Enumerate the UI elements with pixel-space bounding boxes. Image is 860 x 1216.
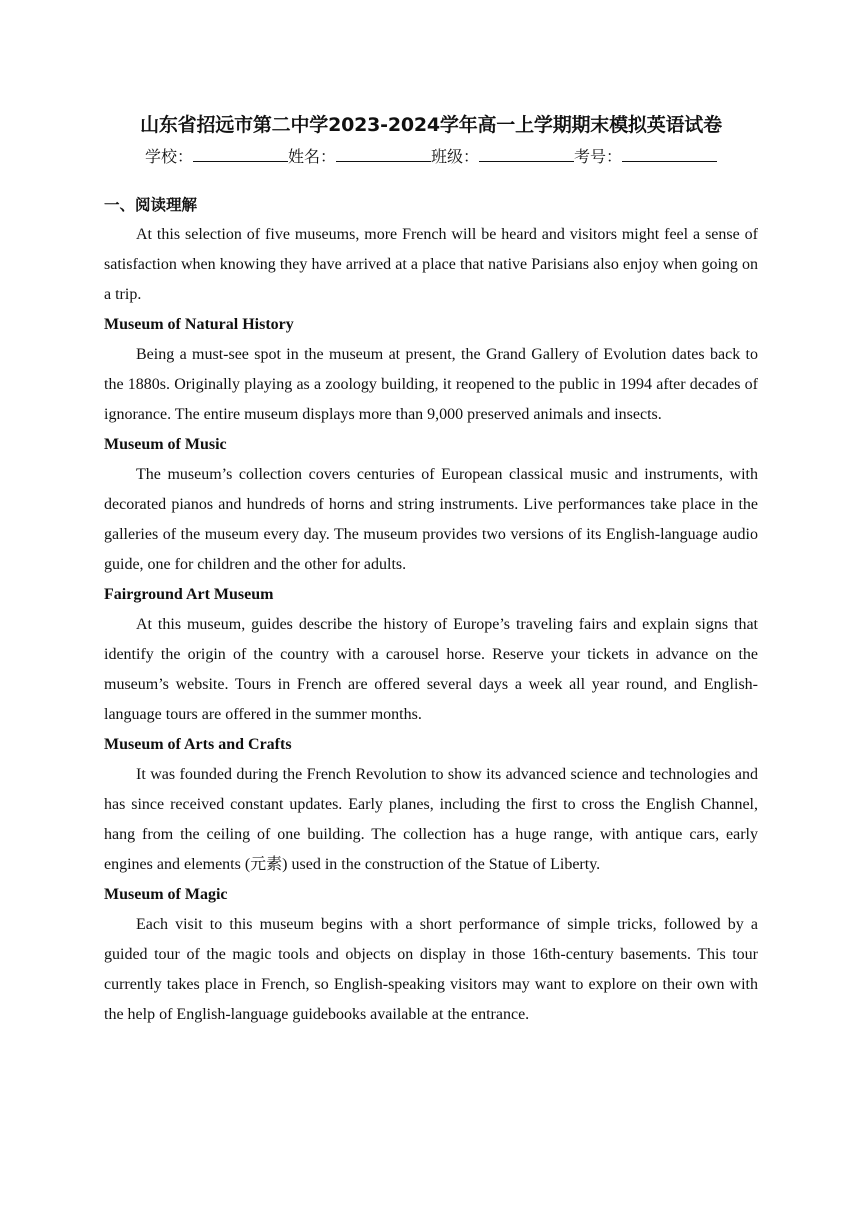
student-info-line: [104, 142, 758, 172]
museum-heading-music: Museum of Music: [104, 436, 227, 453]
passage-intro: At this selection of five museums, more French will be heard and visitors might feel a sense of satisfaction when knowing they have arrived at a place that native Parisians also enjoy when going on a trip.: [104, 226, 758, 303]
museum-text-magic: Each visit to this museum begins with a short performance of simple tricks, followed by a guided tour of the magic tools and objects on display in those 16th-century basements. This tour currently takes place in French, so English-speaking visitors may want to explore on their own with the help of English-language guidebooks available at the entrance.: [104, 916, 758, 1023]
exam-number-label: 考号：: [574, 147, 623, 166]
name-blank[interactable]: [336, 147, 431, 162]
school-label: 学校：: [144, 147, 193, 166]
exam-page: [104, 108, 758, 1030]
exam-number-blank[interactable]: [622, 147, 717, 162]
school-blank[interactable]: [193, 147, 288, 162]
section-title: 一、阅读理解: [104, 196, 198, 214]
museum-heading-magic: Museum of Magic: [104, 886, 228, 903]
museum-heading-fairground-art: Fairground Art Museum: [104, 586, 274, 603]
museum-text-music: The museum’s collection covers centuries of European classical music and instruments, with decorated pianos and hundreds of horns and string instruments. Live performances take place in the galleries of the museum every day. The museum provides two versions of its English-language audio guide, one for children and the other for adults.: [104, 466, 758, 573]
museum-text-natural-history: Being a must-see spot in the museum at present, the Grand Gallery of Evolution dates back to the 1880s. Originally playing as a zoology building, it reopened to the public in 1994 after decades of ignorance. The entire museum displays more than 9,000 preserved animals and insects.: [104, 346, 758, 423]
name-label: 姓名：: [287, 147, 336, 166]
museum-heading-natural-history: Museum of Natural History: [104, 316, 294, 333]
class-blank[interactable]: [479, 147, 574, 162]
museum-text-fairground-art: At this museum, guides describe the history of Europe’s traveling fairs and explain signs that identify the origin of the country with a carousel horse. Reserve your tickets in advance on the museum’s website. Tours in French are offered several days a week all year round, and English-language tours are offered in the summer months.: [104, 616, 758, 723]
class-label: 班级：: [431, 147, 480, 166]
exam-title: 山东省招远市第二中学2023-2024学年高一上学期期末模拟英语试卷: [140, 114, 722, 136]
museum-text-arts-crafts: It was founded during the French Revolution to show its advanced science and technologies and has since received constant updates. Early planes, including the first to cross the English Channel, hang from the ceiling of one building. The collection has a huge range, with antique cars, early engines and elements (元素) used in the construction of the Statue of Liberty.: [104, 766, 758, 873]
museum-heading-arts-crafts: Museum of Arts and Crafts: [104, 736, 292, 753]
